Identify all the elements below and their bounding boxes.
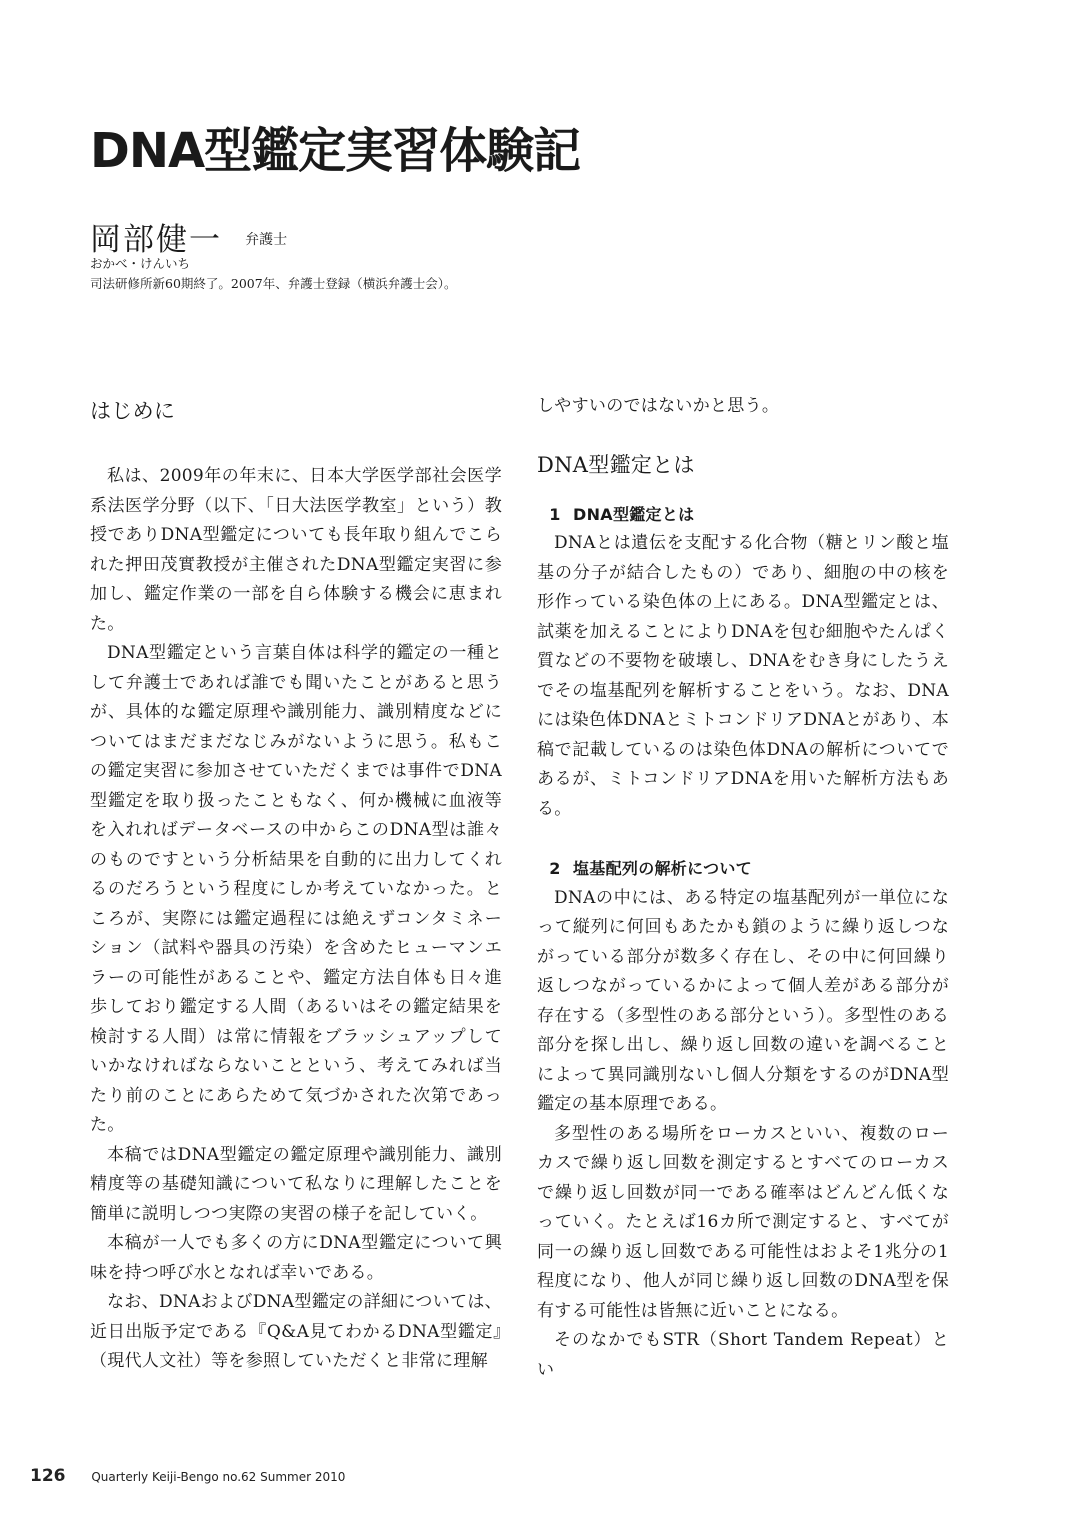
paragraph: 多型性のある場所をローカスといい、複数のローカスで繰り返し回数を測定するとすべてのローカスで繰り返し回数が同一である確率はどんどん低くなっていく。たとえば16カ所で測定すると、すべてが同一の繰り返し回数である可能性はおよそ1兆分の1程度になり、他人が同じ繰り返し回数のDNA型を保有する可能性は皆無に近いことになる。 — [537, 1123, 949, 1321]
spacer — [537, 422, 949, 446]
subheading-title: 塩基配列の解析について — [573, 859, 752, 878]
section-heading-dna: DNA型鑑定とは — [537, 452, 695, 477]
section-heading-intro: はじめに — [90, 399, 176, 423]
spacer — [537, 824, 949, 854]
paragraph: DNAの中には、ある特定の塩基配列が一単位になって縦列に何回もあたかも鎖のように繰り返しつながっている部分が数多く存在し、その中に何回繰り返しつながっているかによって個人差がある部分が存在する（多型性のある部分という）。多型性のある部分を探し出し、繰り返し回数の違いを調べることによって異同識別ないし個人分類をするのがDNA型鑑定の基本原理である。 — [537, 887, 949, 1114]
author-name: 岡部健一 — [90, 222, 222, 258]
subheading-title: DNA型鑑定とは — [573, 504, 695, 524]
author-block — [90, 214, 287, 259]
paragraph: DNAとは遺伝を支配する化合物（糖とリン酸と塩基の分子が結合したもの）であり、細胞の中の核を形作っている染色体の上にある。DNA型鑑定とは、試薬を加えることによりDNAを包む細胞やたんぱく質などの不要物を破壊し、DNAをむき身にしたうえでその塩基配列を解析することをいう。なお、DNAには染色体DNAとミトコンドリアDNAとがあり、本稿で記載しているのは染色体DNAの解析についてであるが、ミトコンドリアDNAを用いた解析方法もある。 — [537, 533, 949, 819]
left-column — [90, 392, 502, 1377]
paragraph: 私は、2009年の年末に、日本大学医学部社会医学系法医学分野（以下、「日大法医学教室」という）教授でありDNA型鑑定についても長年取り組んでこられた押田茂實教授が主催されたDNA型鑑定実習に参加し、鑑定作業の一部を自ら体験する機会に恵まれた。 — [90, 466, 502, 634]
subheading-number: 1 — [549, 504, 561, 524]
paragraph: なお、DNAおよびDNA型鑑定の詳細については、近日出版予定である『Q&A見てわかるDNA型鑑定』（現代人文社）等を参照していただくと非常に理解 — [90, 1292, 502, 1371]
page-number: 126 — [30, 1466, 66, 1486]
page-footer — [30, 1466, 345, 1486]
subheading-2 — [537, 854, 949, 884]
right-column — [537, 392, 949, 1385]
paragraph: 本稿が一人でも多くの方にDNA型鑑定について興味を持つ呼び水となれば幸いである。 — [90, 1233, 502, 1283]
spacer — [537, 484, 949, 500]
paragraph: DNA型鑑定という言葉自体は科学的鑑定の一種として弁護士であれば誰でも聞いたことがあると思うが、具体的な鑑定原理や識別能力、識別精度などについてはまだまだなじみがないように思う。私もこの鑑定実習に参加させていただくまでは事件でDNA型鑑定を取り扱ったこともなく、何か機械に血液等を入れればデータベースの中からこのDNA型は誰々のものですという分析結果を自動的に出力してくれるのだろうという程度にしか考えていなかった。ところが、実際には鑑定過程には絶えずコンタミネーション（試料や器具の汚染）を含めたヒューマンエラーの可能性があることや、鑑定方法自体も日々進歩しており鑑定する人間（あるいはその鑑定結果を検討する人間）は常に情報をブラッシュアップしていかなければならないことという、考えてみれば当たり前のことにあらためて気づかされた次第であった。 — [90, 643, 502, 1135]
spacer — [90, 430, 502, 462]
paragraph: 本稿ではDNA型鑑定の鑑定原理や識別能力、識別精度等の基礎知識について私なりに理解したことを簡単に説明しつつ実際の実習の様子を記していく。 — [90, 1144, 502, 1224]
paragraph: そのなかでもSTR（Short Tandem Repeat）とい — [537, 1330, 949, 1380]
author-role: 弁護士 — [245, 232, 288, 248]
subheading-number: 2 — [549, 859, 561, 878]
author-reading: おかべ・けんいち — [90, 256, 191, 271]
subheading-1 — [537, 500, 949, 530]
article-title: DNA型鑑定実習体験記 — [90, 123, 581, 179]
author-career: 司法研修所新60期終了。2007年、弁護士登録（横浜弁護士会）。 — [90, 276, 457, 291]
journal-name: Quarterly Keiji-Bengo no.62 Summer 2010 — [91, 1470, 346, 1484]
author-bio — [90, 254, 456, 294]
paragraph-continuation: しやすいのではないかと思う。 — [537, 396, 780, 416]
